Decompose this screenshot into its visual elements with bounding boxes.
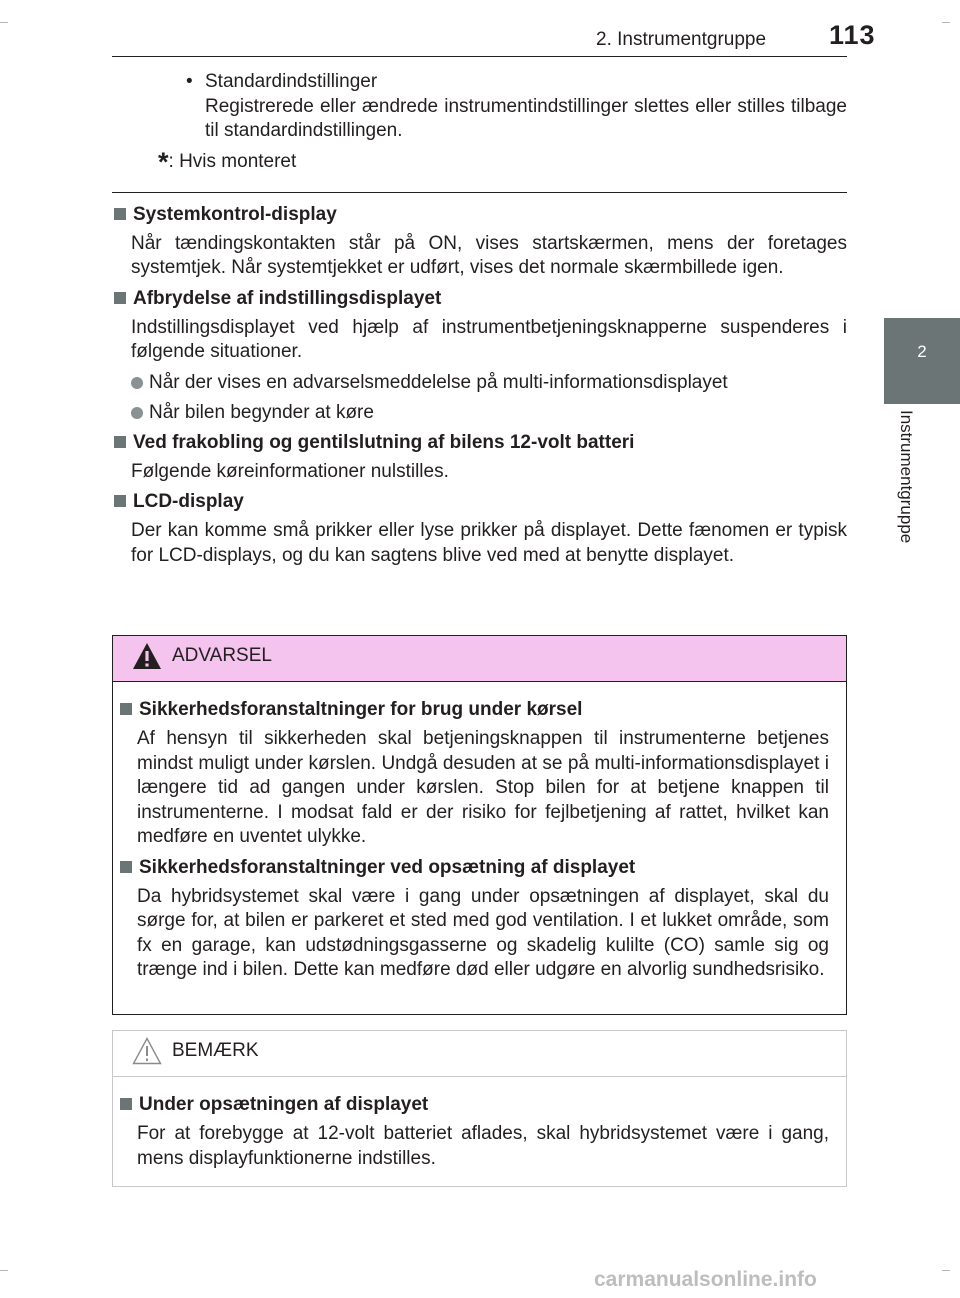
list-item-text: Når der vises en advarselsmeddelelse på multi-informationsdisplayet (149, 371, 728, 393)
section-title: LCD-display (133, 491, 244, 512)
section-heading (112, 203, 847, 227)
list-item (112, 371, 847, 395)
section-body: Indstillingsdisplayet ved hjælp af instrumentbetjeningsknapperne suspenderes i følgende situationer. (131, 316, 847, 362)
footnote-text: : Hvis monteret (168, 150, 297, 172)
square-bullet-icon (120, 703, 132, 715)
page-number: 113 (829, 20, 876, 50)
section-body: Følgende køreinformationer nulstilles. (131, 460, 449, 482)
chapter-tab-number: 2 (917, 342, 927, 361)
section-heading (112, 431, 847, 455)
main-content (112, 70, 847, 568)
footnote (112, 146, 847, 177)
section-title: Ved frakobling og gentilslutning af bilens 12-volt batteri (133, 431, 635, 453)
section-heading (118, 856, 829, 880)
section-heading (118, 698, 829, 722)
square-bullet-icon (114, 292, 126, 304)
warning-box (112, 635, 847, 1015)
note-label: BEMÆRK (172, 1040, 259, 1061)
square-bullet-icon (114, 495, 126, 507)
square-bullet-icon (114, 208, 126, 220)
section-body: Da hybridsystemet skal være i gang under opsætningen af displayet, skal du sørge for, at bilen er parkeret et sted med god ventilation. I et lukket område, som fx en garage, kan udstødningsgasserne og skadelig kulilte (CO) samle sig og trænge ind i bilen. Dette kan medføre død eller udgøre en alvorlig sundhedsrisiko. (137, 885, 829, 980)
warning-label: ADVARSEL (172, 645, 272, 666)
crop-mark (0, 22, 8, 23)
section-divider (112, 192, 847, 193)
square-bullet-icon (114, 436, 126, 448)
square-bullet-icon (120, 1098, 132, 1110)
note-box (112, 1030, 847, 1187)
note-box-header (113, 1031, 846, 1077)
chapter-tab-label-text: Instrumentgruppe (897, 410, 916, 544)
circle-bullet-icon (131, 407, 143, 419)
square-bullet-icon (120, 861, 132, 873)
section-heading (112, 490, 847, 514)
section-body: Når tændingskontakten står på ON, vises startskærmen, mens der foretages systemtjek. Når systemtjekket er udført, vises det normale skærmbillede igen. (131, 232, 847, 278)
watermark: carmanualsonline.info (594, 1268, 817, 1291)
section-batteri (112, 431, 847, 485)
chapter-tab[interactable] (884, 318, 960, 404)
section-body: For at forebygge at 12-volt batteriet aflades, skal hybridsystemet være i gang, mens displayfunktionerne indstilles. (137, 1123, 829, 1169)
section-title: Systemkontrol-display (133, 203, 337, 225)
section-title: Under opsætningen af displayet (139, 1094, 429, 1115)
crop-mark (942, 1270, 950, 1271)
section-body: Der kan komme små prikker eller lyse prikker på displayet. Dette fænomen er typisk for LCD-displays, og du kan sagtens blive ved med at benytte displayet. (131, 520, 847, 566)
section-heading (112, 287, 847, 311)
circle-bullet-icon (131, 377, 143, 389)
list-item-text: Når bilen begynder at køre (149, 401, 374, 423)
bullet-item-standard (112, 70, 847, 144)
bullet-dot: • (186, 71, 193, 92)
header-rule (112, 56, 847, 57)
section-title: Afbrydelse af indstillingsdisplayet (133, 287, 442, 309)
section-heading (118, 1093, 829, 1117)
bullet-item-description: Registrerede eller ændrede instrumentindstillinger slettes eller stilles tilbage til standardindstillingen. (205, 95, 847, 141)
caution-triangle-icon (131, 1036, 163, 1066)
note-box-body (113, 1077, 846, 1189)
section-title: Sikkerhedsforanstaltninger for brug under kørsel (139, 699, 583, 720)
section-body: Af hensyn til sikkerheden skal betjeningsknappen til instrumenterne betjenes mindst muligt under kørslen. Undgå desuden at se på multi-informationsdisplayet i længere tid ad gangen under kørslen. Stop bilen for at betjene knappen til instrumenterne. I modsat fald er der risiko for fejlbetjening af rattet, hvilket kan medføre en uventet ulykke. (137, 728, 829, 847)
warning-box-header (113, 636, 846, 682)
footnote-star: * (158, 146, 169, 177)
bullet-item-title: Standardindstillinger (205, 71, 378, 92)
warning-box-body (113, 682, 846, 1001)
warning-triangle-icon (131, 641, 163, 671)
list-item (112, 401, 847, 425)
section-afbrydelse (112, 287, 847, 425)
crop-mark (0, 1270, 8, 1271)
crop-mark (942, 22, 950, 23)
section-systemkontrol (112, 203, 847, 281)
chapter-tab-label (892, 410, 918, 570)
section-title: Sikkerhedsforanstaltninger ved opsætning af displayet (139, 856, 636, 878)
section-lcd (112, 490, 847, 568)
chapter-title: 2. Instrumentgruppe (596, 29, 767, 50)
